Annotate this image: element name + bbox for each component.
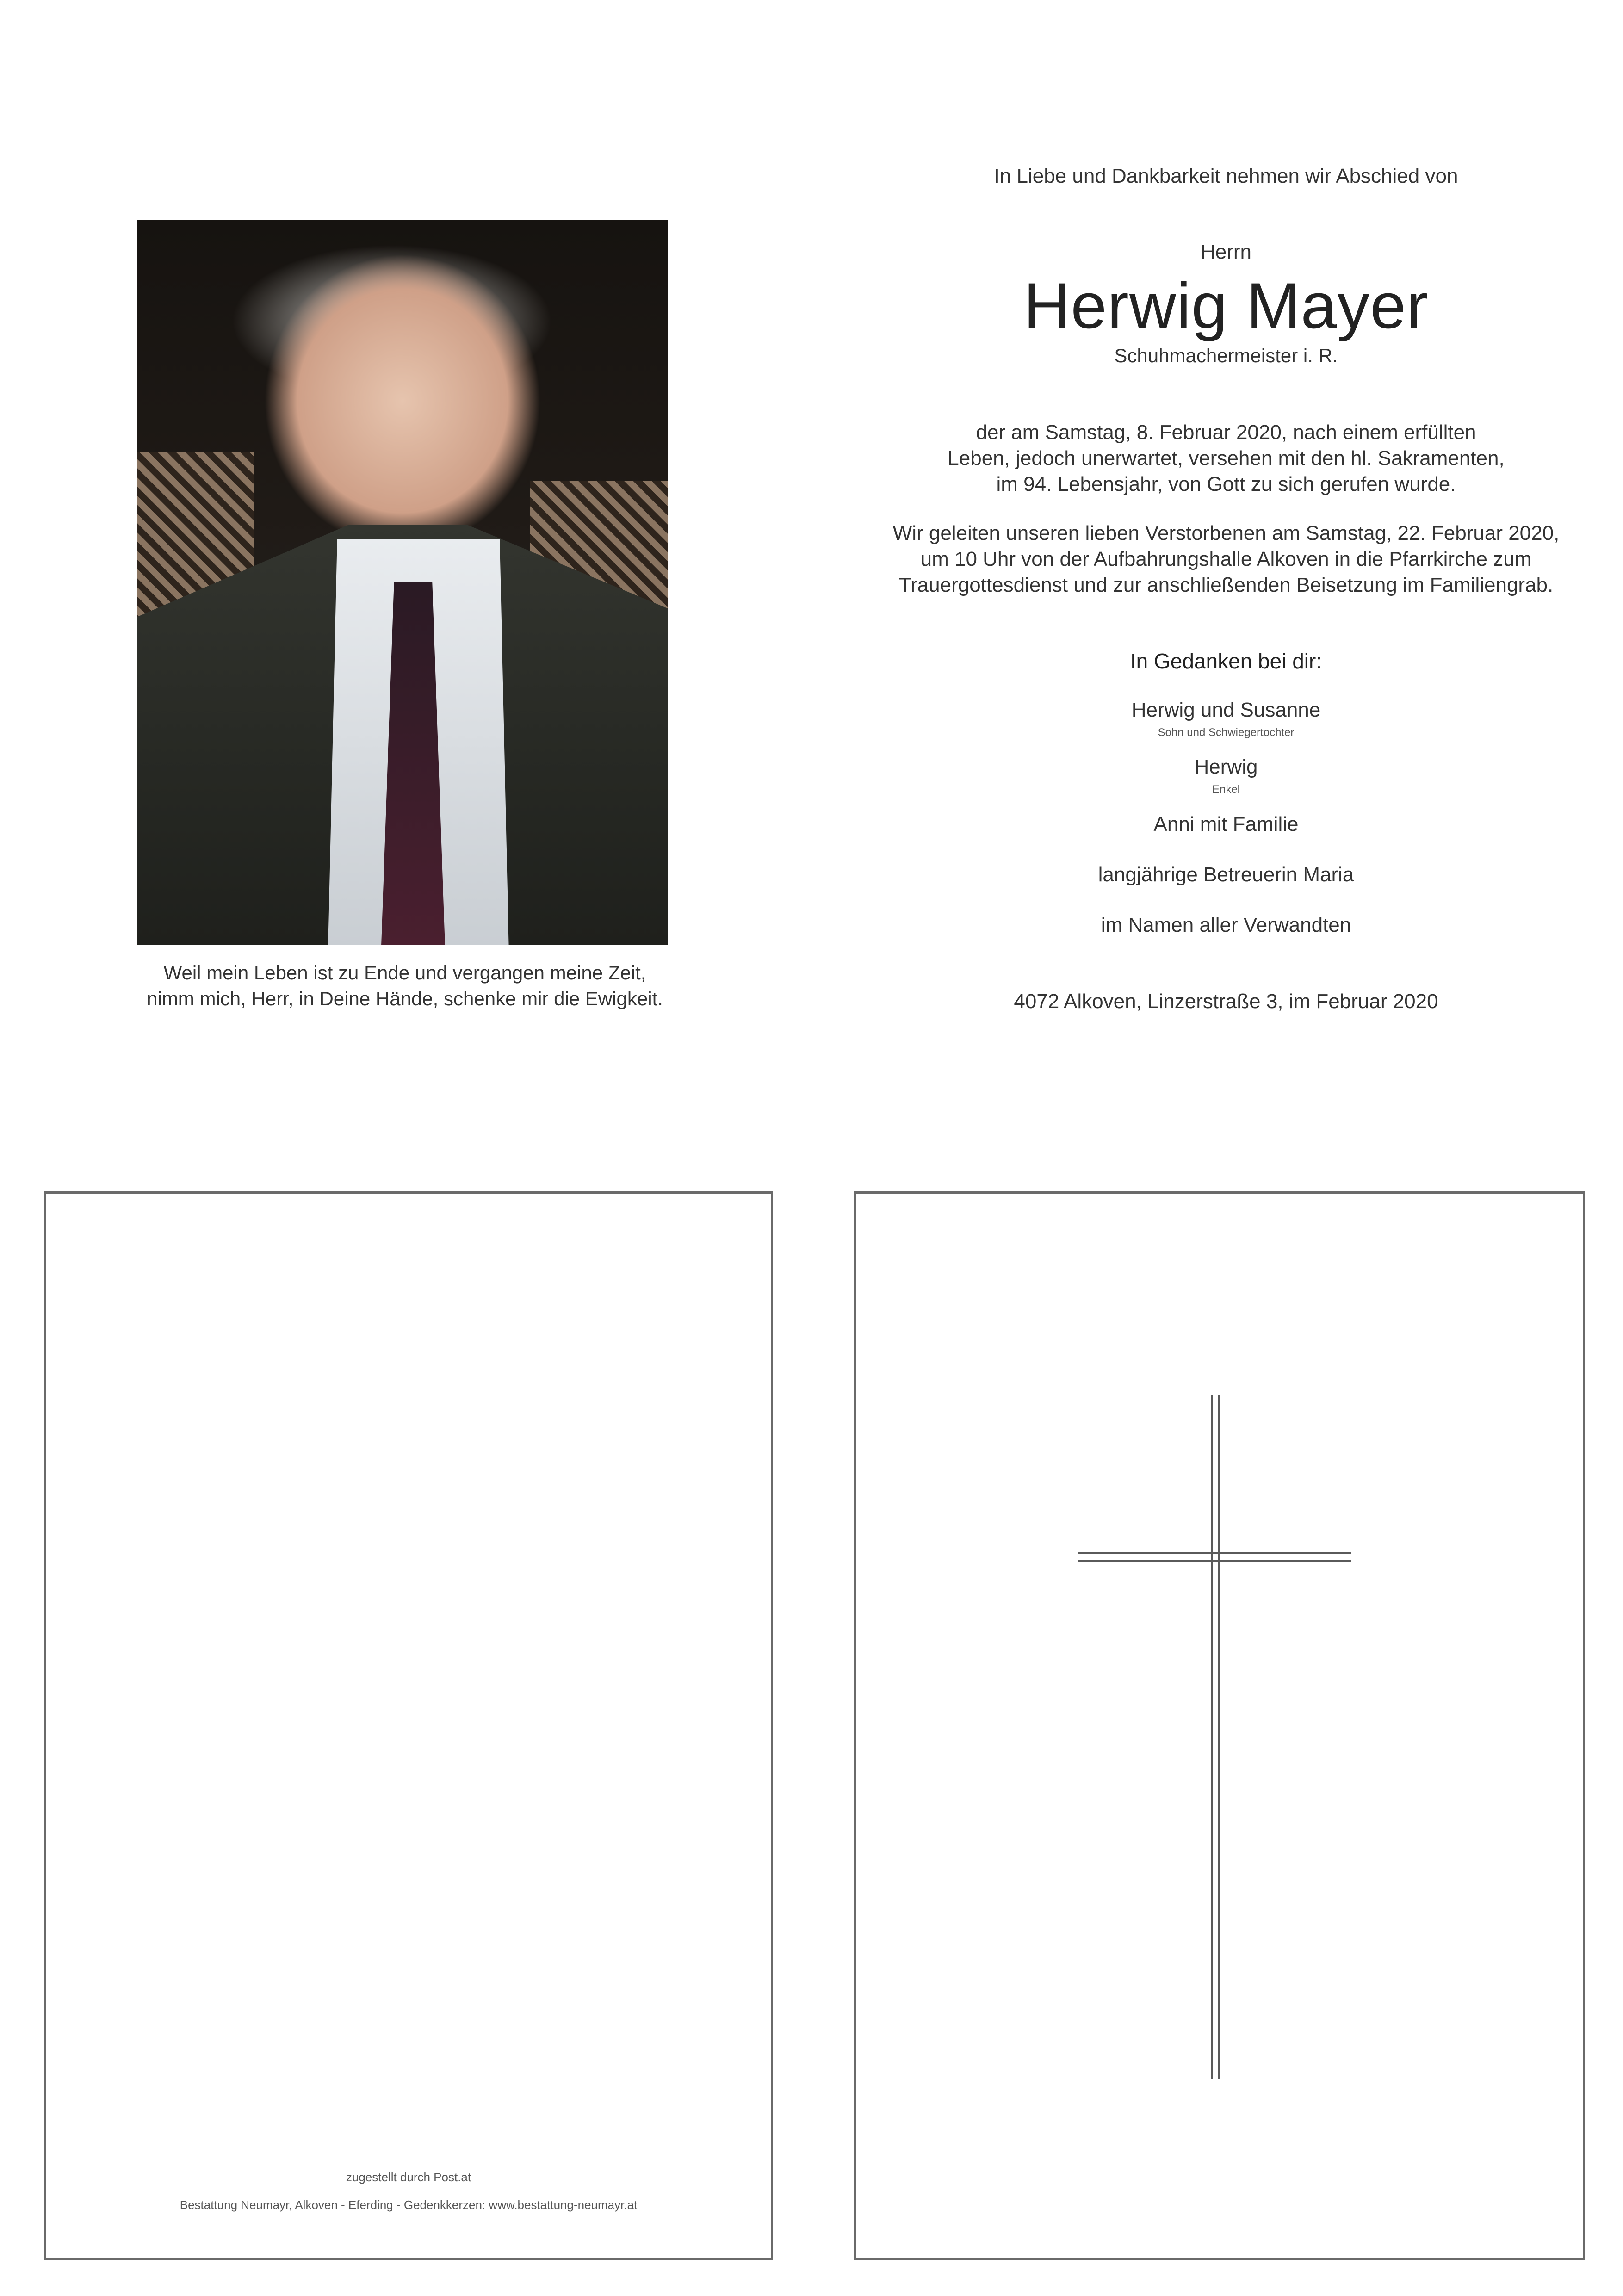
mourner-name: Herwig [1194,755,1258,778]
salutation: Herrn [1200,241,1252,263]
back-card [44,1191,773,2260]
cross-icon [856,1194,1583,2258]
paragraph-line: Leben, jedoch unerwartet, versehen mit den hl. Sakramenten, [948,447,1505,470]
profession: Schuhmachermeister i. R. [1114,345,1338,366]
death-notice-paragraph [856,420,1596,497]
thoughts-heading: In Gedanken bei dir: [1130,649,1322,673]
photo-caption-line: Weil mein Leben ist zu Ende und vergangen meine Zeit, [163,962,646,984]
mourner-name: Anni mit Familie [1153,813,1299,835]
mourner-name: Herwig und Susanne [1131,699,1321,721]
place-and-date: 4072 Alkoven, Linzerstraße 3, im Februar 2020 [1014,990,1438,1013]
paragraph-line: der am Samstag, 8. Februar 2020, nach einem erfüllten [976,421,1476,444]
paragraph-line: im 94. Lebensjahr, von Gott zu sich gerufen wurde. [996,473,1456,495]
mourner-relation: Enkel [1212,783,1240,796]
paragraph-line: Trauergottesdienst und zur anschließenden Beisetzung im Familiengrab. [898,574,1554,596]
portrait-photo [137,220,668,945]
funeral-company-line: Bestattung Neumayr, Alkoven - Eferding - Gedenkkerzen: www.bestattung-neumayr.at [180,2198,638,2212]
delivered-by-text: zugestellt durch Post.at [346,2170,471,2184]
mourner-name: langjährige Betreuerin Maria [1098,863,1354,886]
funeral-details-paragraph [856,520,1596,598]
photo-caption [93,960,717,1012]
photo-caption-line: nimm mich, Herr, in Deine Hände, schenke mir die Ewigkeit. [147,988,663,1009]
intro-text: In Liebe und Dankbarkeit nehmen wir Abschied von [994,165,1458,187]
mourner-name: im Namen aller Verwandten [1101,914,1351,936]
mourner-relation: Sohn und Schwiegertochter [1158,726,1295,739]
deceased-name: Herwig Mayer [1023,269,1429,342]
paragraph-line: um 10 Uhr von der Aufbahrungshalle Alkoven in die Pfarrkirche zum [920,548,1532,570]
front-card [854,1191,1585,2260]
paragraph-line: Wir geleiten unseren lieben Verstorbenen am Samstag, 22. Februar 2020, [892,522,1560,545]
